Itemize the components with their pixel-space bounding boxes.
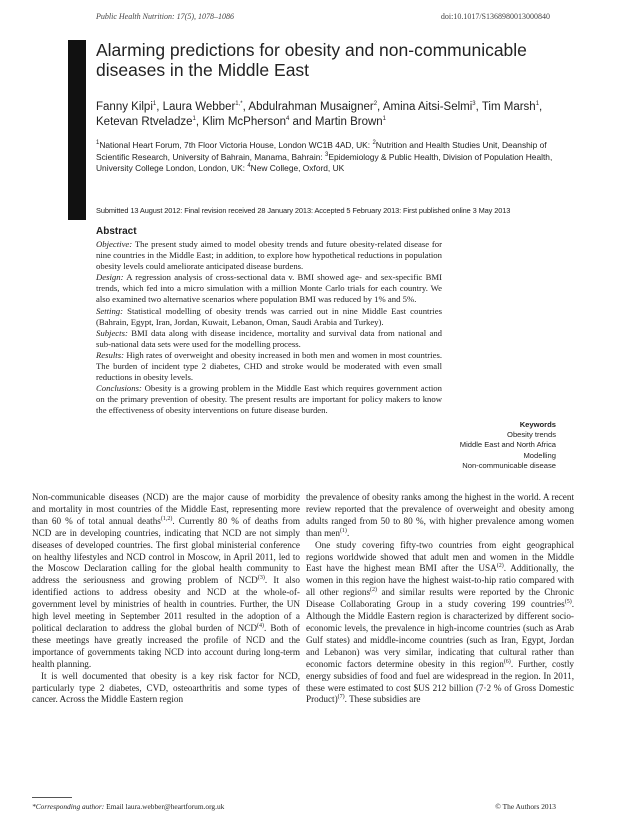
abstract-label: Objective:	[96, 239, 133, 249]
citation-mark[interactable]: (1,2)	[160, 515, 173, 522]
affiliation-mark: 4	[247, 163, 251, 170]
doi: doi:10.1017/S1368980013000840	[440, 12, 550, 21]
body-paragraph: One study covering fifty-two countries from eight geographical regions worldwide showed that adult men and women in the Middle East have the highest mean BMI after the USA$^{(2)}$. Additionally, the women in this region have the highest waist-to-hip ratio compared with all other regions$^{(2)}$ and similar results were reported by the Chronic Disease Collaborating Group in a study covering 199 countries$^{(5)}$. Although the Middle Eastern region is characterized by different socio-economic levels, the prevalence in high-income countries (such as Arab Gulf states) and middle-income countries (such as Iran, Egypt, Jordan and Lebanon) was very similar, indicating that cultural rather than economic factors determine obesity in this region$^{(6)}$. Further, costly energy subsidies of food and fuel are widespread in the region. In 2011, these were estimated to cost $US 212 billion (7·2 % of Gross Domestic Product)$^{(7)}$. These subsidies are	[306, 539, 575, 705]
author-affiliation-mark: 4	[286, 116, 290, 123]
abstract-label: Conclusions:	[96, 383, 142, 394]
citation-mark[interactable]: (3)	[257, 575, 265, 582]
abstract-label: Results:	[96, 349, 124, 360]
abstract-text: Statistical modelling of obesity trends was carried out in nine Middle East countries (Bahrain, Egypt, Iran, Jordan, Kuwait, Lebanon, Oman, Saudi Arabia and Turkey).	[96, 305, 443, 327]
abstract-text: The present study aimed to model obesity trends and future obesity-related disease for nine countries in the Middle East; in addition, to explore how hypothetical reductions in population obesity levels could ameliorate anticipated disease burdens.	[96, 239, 443, 272]
affiliation-mark: 2	[372, 140, 376, 147]
author-name: Amina Aitsi-Selmi	[382, 101, 473, 113]
affiliation-text: Epidemiology & Public Health, Division of Population Health, University College London, London, UK:	[96, 151, 553, 173]
keywords-heading: Keywords	[519, 420, 556, 429]
author-affiliation-mark: 1	[382, 116, 387, 123]
article-title: Alarming predictions for obesity and non-communicable diseases in the Middle East	[96, 40, 527, 80]
body-column-right	[306, 492, 574, 706]
sidebar-bar	[68, 40, 86, 220]
author-name: Fanny Kilpi	[96, 101, 153, 113]
abstract-text: High rates of overweight and obesity increased in both men and women in most countries. The burden of incident type 2 diabetes, CHD and stroke would be moderated with even small reductions in obesity levels.	[96, 349, 443, 383]
citation-mark[interactable]: (2)	[370, 587, 378, 594]
abstract-text: BMI data along with disease incidence, mortality and survival data from national and sub-national data sets were used for the modelling process.	[96, 327, 443, 349]
keyword-item: Middle East and North Africa	[459, 440, 556, 450]
corresponding-footnote	[32, 802, 224, 811]
citation-mark[interactable]: (4)	[257, 622, 265, 629]
affiliation-text: Nutrition and Health Studies Unit, Deanship of Scientific Research, University of Bahrain, Manama, Bahrain:	[96, 140, 547, 162]
citation-mark[interactable]: (2)	[496, 563, 504, 570]
abstract-section	[96, 350, 442, 383]
body-paragraph: the prevalence of obesity ranks among the highest in the world. A recent review reported that the prevalence of overweight and obesity among adults ranged from 50 to 80 %, with higher prevalence among women than men$^{(1)}$.	[306, 492, 574, 538]
abstract-section	[96, 383, 442, 416]
journal-citation: Public Health Nutrition: 17(5), 1078–1086	[96, 12, 234, 21]
author-affiliation-mark: 1,*	[235, 101, 243, 108]
author-name: Martin Brown	[314, 116, 383, 128]
affiliation-mark: 1	[96, 140, 100, 147]
abstract-heading: Abstract	[96, 226, 137, 237]
author-name: Ketevan Rtveladze	[96, 116, 193, 128]
affiliation-text: New College, Oxford, UK	[250, 163, 345, 173]
copyright: © The Authors 2013	[495, 802, 556, 811]
body-paragraph: It is well documented that obesity is a key risk factor for NCD, particularly type 2 diabetes, CVD, osteoarthritis and some types of cancer. Across the Middle Eastern region	[32, 670, 300, 705]
body-column-left	[32, 492, 300, 706]
citation-mark[interactable]: (1)	[339, 527, 347, 534]
author-affiliation-mark: 1	[535, 101, 540, 108]
abstract-text: Obesity is a growing problem in the Middle East which requires government action on the primary prevention of obesity. The present results are important for policy makers to know the effectiveness of obesity interventions on future disease burden.	[96, 383, 442, 416]
author-affiliation-mark: 1	[152, 101, 157, 108]
citation-mark[interactable]: (5)	[564, 599, 572, 606]
author-affiliation-mark: 2	[373, 101, 378, 108]
keyword-item: Obesity trends	[507, 430, 556, 440]
footnote-rule	[32, 797, 72, 798]
corresponding-email[interactable]: Email laura.webber@heartforum.org.uk	[106, 802, 225, 811]
body-paragraph: Non-communicable diseases (NCD) are the major cause of morbidity and mortality in most countries of the Middle East, representing more than 60 % of total annual deaths$^{(1,2)}$. Currently 80 % of deaths from NCD are in developing countries, indicating that NCD are not simply diseases of developed countries. The first global ministerial conference on healthy lifestyles and NCD control in Moscow, in April 2011, led to the Moscow Declaration calling for the global health community to address the seriousness and growing problem of NCD$^{(3)}$. It also identified actions to address obesity and NCD at the whole-of-government level by ministries of health in countries. Further, the UN high level meeting in September 2011 resulted in the adoption of a political declaration to address the global burden of NCD$^{(4)}$. Both of these meetings have greatly increased the profile of NCD and the importance of governments taking NCD into account during long-term health planning.	[32, 492, 301, 669]
abstract-section	[96, 239, 442, 272]
affiliation-text: National Heart Forum, 7th Floor Victoria House, London WC1B 4AD, UK:	[99, 140, 371, 150]
abstract-text: A regression analysis of cross-sectional data v. BMI showed age- and sex-specific BMI trends, which fed into a micro simulation with a million Monte Carlo trials for each country. We also examined two alternative scenarios where population BMI was reduced by 1% and 5%.	[96, 272, 442, 305]
keyword-item: Non-communicable disease	[462, 460, 556, 470]
citation-mark[interactable]: (7)	[337, 694, 345, 701]
abstract-section	[96, 272, 442, 305]
affiliation-mark: 3	[325, 151, 329, 158]
keyword-item: Modelling	[523, 450, 556, 460]
author-list: Fanny Kilpi$^1$, Laura Webber$^{1,*}$, Abdulrahman Musaigner$^2$, Amina Aitsi-Selmi$^3$, Tim Marsh$^1$, Ketevan Rtveladze$^1$, Klim McPherson$^4$ and Martin Brown$^1$	[96, 101, 543, 128]
abstract-body	[96, 239, 442, 417]
abstract-section	[96, 328, 442, 350]
affiliations	[96, 140, 576, 175]
abstract-label: Design:	[96, 272, 124, 283]
author-affiliation-mark: 3	[472, 101, 476, 108]
author-name: Abdulrahman Musaigner	[248, 101, 374, 113]
submission-dates: Submitted 13 August 2012: Final revision received 28 January 2013: Accepted 5 February 2013: First published online 3 May 2013	[96, 206, 511, 215]
author-affiliation-mark: 1	[192, 116, 196, 123]
author-name: Klim McPherson	[202, 116, 286, 128]
abstract-section	[96, 306, 442, 328]
citation-mark[interactable]: (6)	[503, 658, 511, 665]
corresponding-label: *Corresponding author:	[32, 802, 105, 811]
author-name: Tim Marsh	[481, 101, 536, 113]
abstract-label: Subjects:	[96, 327, 128, 338]
author-name: Laura Webber	[162, 101, 236, 113]
keywords-box	[416, 420, 556, 471]
abstract-label: Setting:	[96, 305, 124, 316]
